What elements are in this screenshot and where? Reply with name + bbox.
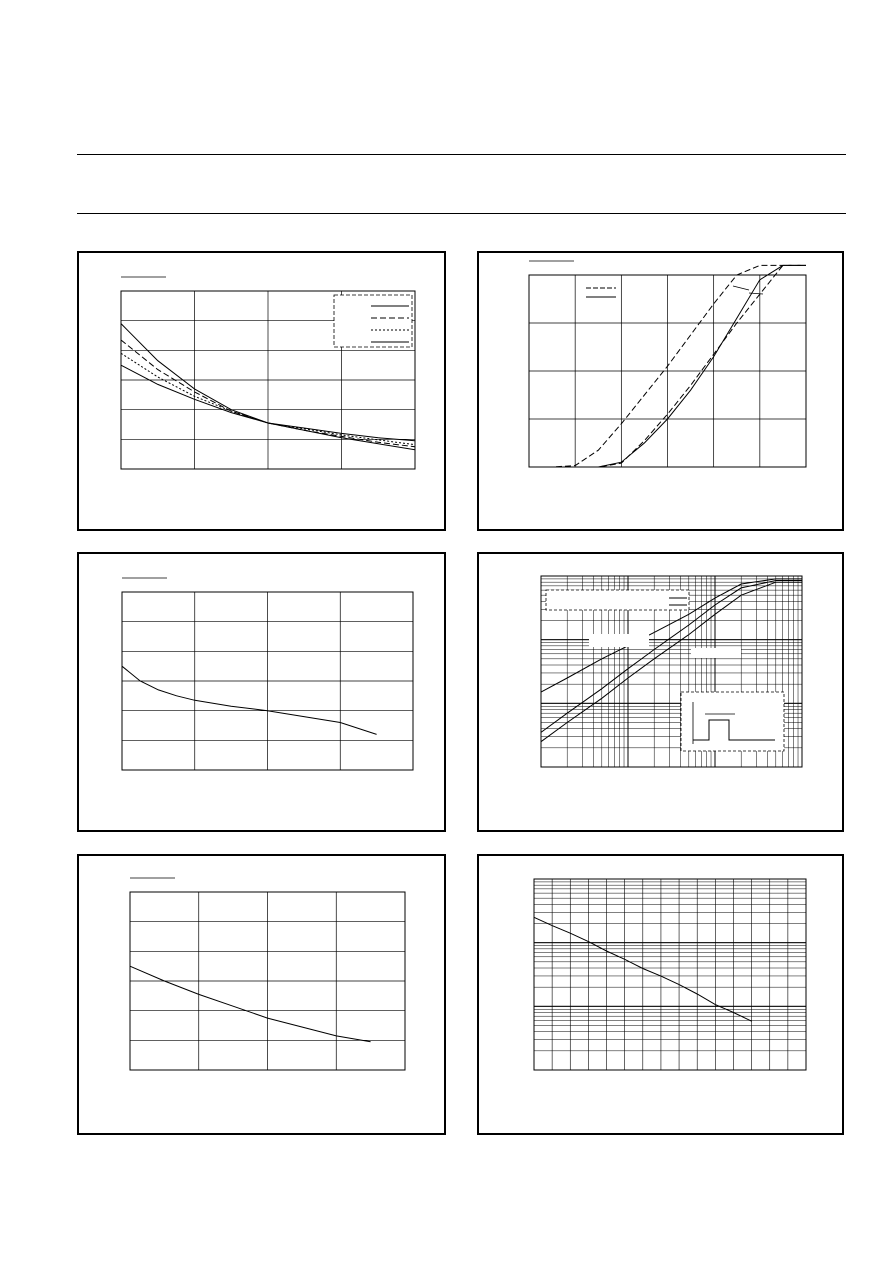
legend-box [546, 590, 689, 610]
chart-fig4 [479, 554, 846, 834]
figure-panel-3 [77, 552, 446, 832]
header-rule-bottom [77, 213, 846, 214]
chart-fig1 [79, 253, 448, 533]
chart-fig2 [479, 253, 846, 533]
header-rule-top [77, 154, 846, 155]
figure-panel-5 [77, 854, 446, 1135]
plot-frame [534, 879, 806, 1070]
figure-panel-4 [477, 552, 844, 832]
annotation-arrow-1 [733, 286, 749, 290]
series-line-1 [122, 666, 377, 734]
inset-waveform-box [681, 692, 784, 751]
annotation-box-2 [691, 648, 741, 658]
figure-panel-2 [477, 251, 844, 531]
chart-fig3 [79, 554, 448, 834]
chart-fig5 [79, 856, 448, 1137]
chart-fig6 [479, 856, 846, 1137]
figure-panel-6 [477, 854, 844, 1135]
annotation-box-1 [589, 634, 649, 647]
series-line-1 [130, 966, 371, 1042]
figure-panel-1 [77, 251, 446, 531]
legend-box [334, 295, 412, 347]
